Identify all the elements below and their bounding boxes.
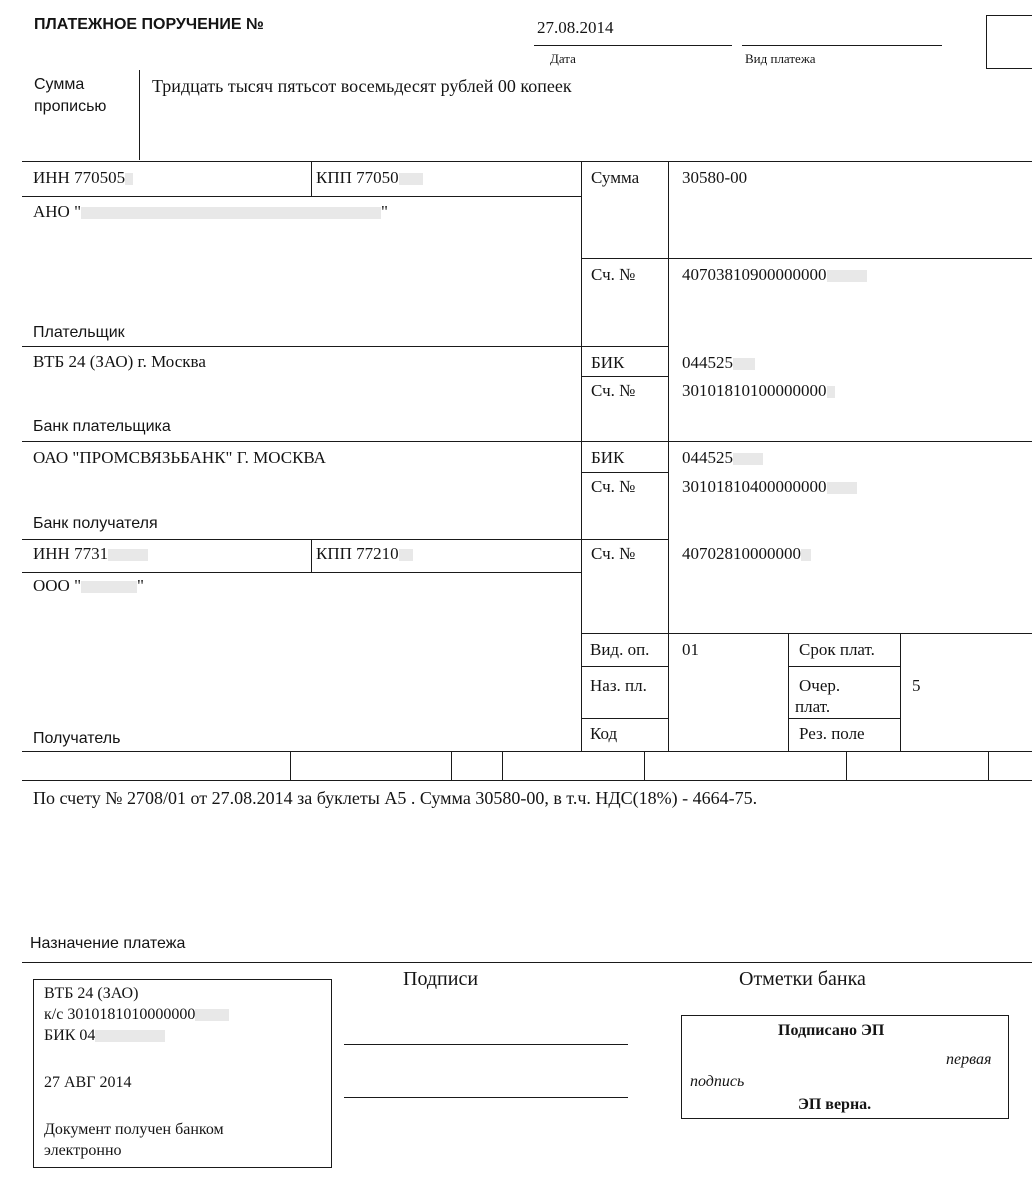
amount-words-label-2: прописью xyxy=(34,98,107,115)
codes-line-3a xyxy=(581,718,668,719)
recipient-inn: ИНН 7731 xyxy=(33,544,148,564)
purpose-label: Назначение платежа xyxy=(30,935,186,952)
ocher-label-1: Очер. xyxy=(799,676,841,695)
grid-line-751 xyxy=(22,751,1032,752)
stamp-date: 27 АВГ 2014 xyxy=(44,1074,132,1091)
payer-inn-line xyxy=(22,196,581,197)
payer-bik-line xyxy=(581,376,668,377)
codes-line-2a xyxy=(581,666,668,667)
codes-top-line xyxy=(581,633,1032,634)
tax-cell-div-4 xyxy=(644,751,645,780)
payer-kpp: КПП 77050 xyxy=(316,168,423,188)
tax-cell-div-1 xyxy=(290,751,291,780)
recipient-bank-corr-label: Сч. № xyxy=(591,477,636,496)
ep-signature: подпись xyxy=(690,1073,745,1090)
document-title: ПЛАТЕЖНОЕ ПОРУЧЕНИЕ № xyxy=(34,16,264,33)
tax-cell-div-5 xyxy=(846,751,847,780)
recipient-bank-bottom-line xyxy=(22,539,668,540)
recipient-inn-kpp-divider xyxy=(311,539,312,572)
payer-bank-corr-label: Сч. № xyxy=(591,381,636,400)
grid-line-780 xyxy=(22,780,1032,781)
payer-bank-bik-value: 044525 xyxy=(682,353,755,373)
codes-line-2b xyxy=(788,666,900,667)
vid-op-value: 01 xyxy=(682,640,699,659)
recipient-bik-line xyxy=(581,472,668,473)
sum-value: 30580-00 xyxy=(682,168,748,187)
sum-label: Сумма xyxy=(591,168,640,187)
date-underline xyxy=(534,45,732,46)
codes-col-4 xyxy=(900,633,901,751)
recipient-kpp: КПП 77210 xyxy=(316,544,413,564)
recipient-acc-label: Сч. № xyxy=(591,544,636,563)
payer-acc-label: Сч. № xyxy=(591,265,636,284)
recipient-name: ООО " " xyxy=(33,576,144,595)
payer-bank-bottom-line xyxy=(22,441,1032,442)
grid-col-left xyxy=(581,161,582,751)
srok-label: Срок плат. xyxy=(799,640,875,659)
recipient-label: Получатель xyxy=(33,730,121,747)
stamp-ks: к/с 3010181010000000 xyxy=(44,1006,229,1024)
grid-col-mid xyxy=(668,161,669,751)
payer-bottom-line xyxy=(22,346,668,347)
stamp-bik: БИК 04 xyxy=(44,1027,165,1045)
payer-name: АНО " " xyxy=(33,202,388,221)
ocher-value: 5 xyxy=(912,676,921,695)
date-label: Дата xyxy=(550,51,576,66)
vid-op-label: Вид. оп. xyxy=(590,640,650,659)
amount-words-value: Тридцать тысяч пятьсот восемьдесят рублей 00 копеек xyxy=(152,76,572,96)
form-code-box xyxy=(986,15,1032,69)
stamp-note-2: электронно xyxy=(44,1142,122,1159)
naz-label: Наз. пл. xyxy=(590,676,647,695)
purpose-bottom-line xyxy=(22,962,1032,963)
payer-bank-label: Банк плательщика xyxy=(33,418,171,435)
payer-label: Плательщик xyxy=(33,324,125,341)
payer-inn-kpp-divider xyxy=(311,161,312,196)
signature-line-2 xyxy=(344,1097,628,1098)
stamp-bank: ВТБ 24 (ЗАО) xyxy=(44,985,139,1002)
payment-type-underline xyxy=(742,45,942,46)
signature-line-1 xyxy=(344,1044,628,1045)
codes-col-3 xyxy=(788,633,789,751)
sum-bottom-line xyxy=(668,258,1032,259)
ep-signed: Подписано ЭП xyxy=(778,1022,885,1039)
codes-line-3b xyxy=(788,718,900,719)
tax-cell-div-3 xyxy=(502,751,503,780)
recipient-bank-bik-value: 044525 xyxy=(682,448,763,468)
payer-bank-bik-label: БИК xyxy=(591,353,625,372)
amount-words-label-1: Сумма xyxy=(34,76,85,93)
bank-marks-label: Отметки банка xyxy=(739,968,866,990)
grid-line-top xyxy=(22,161,1032,162)
recipient-inn-line xyxy=(22,572,581,573)
ep-valid: ЭП верна. xyxy=(798,1096,872,1113)
stamp-note-1: Документ получен банком xyxy=(44,1121,224,1138)
sum-label-bottom-line xyxy=(581,258,668,259)
ocher-label-2: плат. xyxy=(795,697,831,716)
date-value: 27.08.2014 xyxy=(537,18,614,37)
tax-cell-div-2 xyxy=(451,751,452,780)
recipient-acc-value: 40702810000000 xyxy=(682,544,811,564)
rez-label: Рез. поле xyxy=(799,724,865,743)
payer-acc-value: 40703810900000000 xyxy=(682,265,867,285)
recipient-bank-bik-label: БИК xyxy=(591,448,625,467)
recipient-bank-label: Банк получателя xyxy=(33,515,158,532)
payer-inn: ИНН 770505 xyxy=(33,168,133,188)
payment-type-label: Вид платежа xyxy=(745,51,816,66)
signatures-label: Подписи xyxy=(403,968,479,990)
payer-bank-corr-value: 30101810100000000 xyxy=(682,381,835,401)
ep-first: первая xyxy=(946,1051,992,1068)
purpose-text: По счету № 2708/01 от 27.08.2014 за буклеты А5 . Сумма 30580-00, в т.ч. НДС(18%) - 4664-75. xyxy=(33,788,758,808)
payer-bank-name: ВТБ 24 (ЗАО) г. Москва xyxy=(33,352,206,371)
amount-words-divider xyxy=(139,70,140,160)
kod-label: Код xyxy=(590,724,618,743)
tax-cell-div-6 xyxy=(988,751,989,780)
recipient-bank-corr-value: 30101810400000000 xyxy=(682,477,857,497)
recipient-bank-name: ОАО "ПРОМСВЯЗЬБАНК" Г. МОСКВА xyxy=(33,448,326,467)
